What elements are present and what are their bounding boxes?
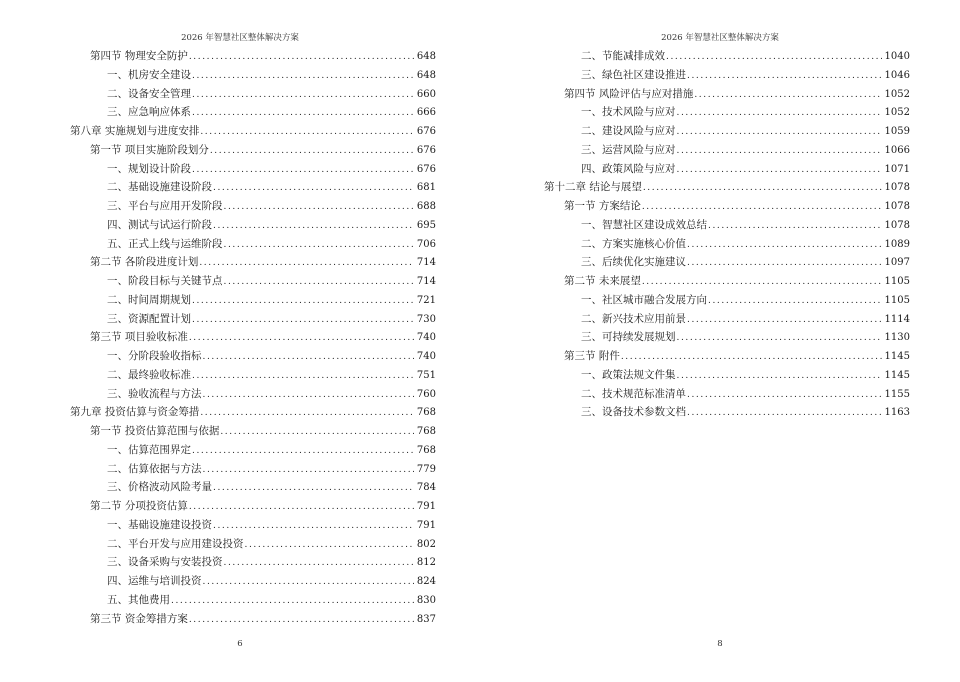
- toc-entry-item[interactable]: [581, 385, 910, 404]
- toc-entry-item[interactable]: [107, 272, 436, 291]
- toc-entry-label: 二、时间周期规划: [107, 293, 191, 306]
- toc-entry-page: 751: [416, 369, 436, 381]
- dot-leader: [199, 254, 414, 273]
- toc-entry-page: 812: [416, 557, 436, 569]
- toc-entry-label: 二、估算依据与方法: [107, 462, 202, 475]
- dot-leader: [677, 329, 882, 348]
- dot-leader: [677, 161, 882, 180]
- toc-entry-item[interactable]: [581, 66, 910, 85]
- toc-entry-page: 1155: [884, 388, 910, 400]
- toc-entry-page: 681: [416, 182, 436, 194]
- toc-entry-page: 714: [416, 257, 436, 269]
- running-header: 2026 年智慧社区整体解决方案: [181, 33, 299, 43]
- page-number: 8: [717, 639, 723, 649]
- dot-leader: [189, 329, 414, 348]
- toc-entry-label: 第三节 资金筹措方案: [90, 612, 188, 625]
- toc-entry-page: 1078: [884, 219, 910, 231]
- toc-entry-page: 837: [416, 613, 436, 625]
- toc-entry-label: 二、最终验收标准: [107, 368, 191, 381]
- toc-entry-item[interactable]: [581, 235, 910, 254]
- toc-entry-page: 1052: [884, 88, 910, 100]
- toc-entry-label: 第八章 实施规划与进度安排: [70, 125, 200, 137]
- toc-entry-label: 第十二章 结论与展望: [544, 181, 642, 194]
- toc-entry-page: 1040: [884, 51, 910, 62]
- toc-entry-page: 1078: [884, 182, 910, 194]
- toc-entry-page: 666: [416, 107, 436, 119]
- toc-entry-page: 824: [416, 576, 436, 587]
- toc-entry-page: 1046: [884, 69, 910, 81]
- dot-leader: [687, 311, 882, 330]
- dot-leader: [203, 348, 414, 367]
- toc-entry-label: 三、资源配置计划: [107, 312, 191, 325]
- toc-entry-label: 五、其他费用: [107, 593, 170, 606]
- toc-entry-item[interactable]: [581, 403, 910, 422]
- toc-entry-label: 二、平台开发与应用建设投资: [107, 537, 244, 550]
- toc-entry-section[interactable]: [564, 85, 910, 104]
- toc-entry-page: 648: [416, 51, 436, 62]
- toc-entry-page: 1105: [884, 276, 910, 287]
- dot-leader: [213, 179, 414, 198]
- toc-entry-item[interactable]: [107, 197, 436, 216]
- toc-entry-item[interactable]: [581, 160, 910, 179]
- toc-entry-page: 714: [416, 276, 436, 287]
- dot-leader: [224, 273, 414, 292]
- toc-entry-page: 760: [416, 388, 436, 400]
- toc-entry-page: 1052: [884, 107, 910, 119]
- toc-entry-page: 791: [416, 501, 436, 512]
- toc-entry-page: 1145: [884, 351, 910, 362]
- toc-entry-label: 三、应急响应体系: [107, 106, 191, 119]
- toc-entry-item[interactable]: [107, 572, 436, 591]
- toc-entry-page: 730: [416, 313, 436, 325]
- dot-leader: [621, 348, 882, 367]
- toc-entry-item[interactable]: [107, 178, 436, 197]
- toc-entry-page: 676: [416, 126, 436, 137]
- dot-leader: [189, 48, 414, 67]
- toc-entry-label: 一、基础设施建设投资: [107, 518, 212, 531]
- toc-entry-chapter[interactable]: [70, 403, 436, 422]
- toc-entry-label: 第四节 风险评估与应对措施: [564, 87, 694, 100]
- toc-entry-page: 1059: [884, 126, 910, 137]
- toc-entry-item[interactable]: [581, 253, 910, 272]
- dot-leader: [708, 217, 882, 236]
- toc-entry-item[interactable]: [581, 47, 910, 66]
- toc-entry-label: 三、绿色社区建设推进: [581, 68, 686, 81]
- toc-entry-item[interactable]: [581, 122, 910, 141]
- toc-entry-item[interactable]: [107, 66, 436, 85]
- toc-entry-item[interactable]: [107, 85, 436, 104]
- dot-leader: [210, 142, 414, 161]
- toc-entry-label: 二、建设风险与应对: [581, 125, 676, 137]
- toc-entry-page: 1097: [884, 257, 910, 269]
- toc-entry-page: 1078: [884, 201, 910, 212]
- toc-entry-item[interactable]: [107, 385, 436, 404]
- toc-entry-label: 四、运维与培训投资: [107, 575, 202, 587]
- toc-entry-section[interactable]: [90, 610, 436, 629]
- dot-leader: [200, 123, 414, 142]
- toc-entry-page: 1163: [884, 407, 910, 419]
- dot-leader: [189, 498, 414, 517]
- toc-entry-label: 第一节 方案结论: [564, 200, 641, 212]
- toc-entry-section[interactable]: [90, 328, 436, 347]
- toc-entry-page: 784: [416, 482, 436, 494]
- toc-entry-label: 第二节 各阶段进度计划: [90, 256, 199, 269]
- dot-leader: [192, 104, 414, 123]
- toc-entry-label: 三、设备采购与安装投资: [107, 556, 223, 569]
- toc-entry-label: 一、政策法规文件集: [581, 368, 676, 381]
- toc-entry-label: 第三节 附件: [564, 350, 620, 362]
- dot-leader: [213, 517, 414, 536]
- dot-leader: [224, 554, 414, 573]
- toc-entry-label: 第二节 分项投资估算: [90, 500, 188, 512]
- dot-leader: [642, 273, 882, 292]
- dot-leader: [708, 292, 882, 311]
- toc-entry-label: 二、节能减排成效: [581, 50, 665, 62]
- toc-entry-page: 1114: [884, 313, 910, 325]
- toc-entry-label: 二、技术规范标准清单: [581, 387, 686, 400]
- dot-leader: [687, 236, 882, 255]
- right-page: [480, 0, 960, 682]
- toc-entry-label: 二、新兴技术应用前景: [581, 312, 686, 325]
- toc-entry-page: 1130: [884, 332, 910, 344]
- toc-entry-label: 三、后续优化实施建议: [581, 256, 686, 269]
- toc-entry-label: 三、设备技术参数文档: [581, 406, 686, 419]
- toc-entry-label: 第一节 项目实施阶段划分: [90, 143, 209, 156]
- toc-entry-page: 791: [416, 519, 436, 531]
- dot-leader: [192, 67, 414, 86]
- dot-leader: [224, 236, 414, 255]
- toc-entry-page: 676: [416, 144, 436, 156]
- toc-entry-section[interactable]: [90, 141, 436, 160]
- toc-entry-page: 740: [416, 332, 436, 344]
- toc-entry-section[interactable]: [90, 422, 436, 441]
- toc-entry-page: 802: [416, 538, 436, 550]
- toc-entry-label: 第一节 投资估算范围与依据: [90, 425, 220, 437]
- toc-entry-section[interactable]: [90, 497, 436, 516]
- toc-entry-label: 三、价格波动风险考量: [107, 481, 212, 494]
- toc-entry-page: 676: [416, 163, 436, 175]
- toc-entry-item[interactable]: [107, 441, 436, 460]
- dot-leader: [694, 86, 881, 105]
- dot-leader: [192, 86, 414, 105]
- dot-leader: [677, 367, 882, 386]
- dot-leader: [687, 404, 882, 423]
- dot-leader: [203, 573, 414, 592]
- toc-entry-item[interactable]: [581, 103, 910, 122]
- toc-entry-label: 二、方案实施核心价值: [581, 237, 686, 250]
- running-header: 2026 年智慧社区整体解决方案: [661, 33, 779, 43]
- toc-entry-label: 三、验收流程与方法: [107, 387, 202, 400]
- dot-leader: [677, 123, 882, 142]
- dot-leader: [192, 311, 414, 330]
- toc-entry-item[interactable]: [581, 291, 910, 310]
- dot-leader: [192, 367, 414, 386]
- toc-entry-item[interactable]: [581, 216, 910, 235]
- toc-entry-item[interactable]: [581, 366, 910, 385]
- dot-leader: [200, 404, 414, 423]
- toc-entry-item[interactable]: [107, 460, 436, 479]
- toc-entry-item[interactable]: [107, 535, 436, 554]
- dot-leader: [245, 536, 414, 555]
- toc-entry-item[interactable]: [107, 516, 436, 535]
- toc-entry-page: 768: [416, 444, 436, 456]
- toc-entry-page: 779: [416, 463, 436, 475]
- page-number: 6: [237, 639, 243, 649]
- toc-entry-page: 706: [416, 238, 436, 250]
- toc-entry-page: 1066: [884, 144, 910, 156]
- toc-entry-label: 一、社区城市融合发展方向: [581, 293, 707, 306]
- toc-entry-label: 一、规划设计阶段: [107, 162, 191, 175]
- toc-entry-page: 1071: [884, 163, 910, 175]
- toc-entry-page: 721: [416, 294, 436, 306]
- toc-entry-item[interactable]: [107, 216, 436, 235]
- toc-entry-item[interactable]: [107, 478, 436, 497]
- toc-entry-label: 三、运营风险与应对: [581, 143, 676, 156]
- toc-entry-item[interactable]: [107, 103, 436, 122]
- dot-leader: [189, 611, 414, 630]
- dot-leader: [192, 442, 414, 461]
- toc-entry-page: 1105: [884, 294, 910, 306]
- dot-leader: [666, 48, 882, 67]
- dot-leader: [687, 254, 882, 273]
- toc-entry-label: 一、估算范围界定: [107, 443, 191, 456]
- dot-leader: [171, 592, 414, 611]
- toc-entry-label: 一、阶段目标与关键节点: [107, 275, 223, 287]
- toc-entry-page: 768: [416, 407, 436, 419]
- toc-entry-page: 688: [416, 201, 436, 212]
- dot-leader: [687, 386, 882, 405]
- toc-entry-label: 四、测试与试运行阶段: [107, 218, 212, 231]
- toc-entry-section[interactable]: [90, 47, 436, 66]
- toc-entry-item[interactable]: [107, 347, 436, 366]
- toc-entry-label: 二、基础设施建设阶段: [107, 181, 212, 194]
- dot-leader: [642, 198, 882, 217]
- toc-entry-page: 830: [416, 594, 436, 606]
- dot-leader: [224, 198, 414, 217]
- toc-entry-page: 660: [416, 88, 436, 100]
- toc-entry-page: 1145: [884, 369, 910, 381]
- toc-entry-item[interactable]: [107, 160, 436, 179]
- toc-entry-label: 第三节 项目验收标准: [90, 331, 188, 344]
- toc-entry-section[interactable]: [564, 272, 910, 291]
- toc-entry-item[interactable]: [581, 328, 910, 347]
- dot-leader: [687, 67, 882, 86]
- toc-entry-item[interactable]: [107, 235, 436, 254]
- dot-leader: [643, 179, 882, 198]
- dot-leader: [220, 423, 414, 442]
- toc-entry-section[interactable]: [564, 197, 910, 216]
- toc-entry-chapter[interactable]: [70, 122, 436, 141]
- toc-entry-chapter[interactable]: [544, 178, 910, 197]
- dot-leader: [203, 386, 414, 405]
- toc-entry-label: 一、机房安全建设: [107, 68, 191, 81]
- dot-leader: [213, 479, 414, 498]
- toc-entry-item[interactable]: [107, 310, 436, 329]
- toc-entry-item[interactable]: [107, 291, 436, 310]
- dot-leader: [192, 161, 414, 180]
- dot-leader: [677, 104, 882, 123]
- toc-entry-item[interactable]: [107, 366, 436, 385]
- toc-entry-page: 1089: [884, 238, 910, 250]
- toc-entry-label: 一、技术风险与应对: [581, 106, 676, 119]
- toc-entry-page: 768: [416, 426, 436, 437]
- toc-entry-item[interactable]: [581, 141, 910, 160]
- toc-entry-label: 三、平台与应用开发阶段: [107, 200, 223, 212]
- toc-entry-label: 第四节 物理安全防护: [90, 50, 188, 62]
- toc-entry-label: 一、智慧社区建设成效总结: [581, 218, 707, 231]
- toc-entry-label: 二、设备安全管理: [107, 87, 191, 100]
- toc-entry-label: 四、政策风险与应对: [581, 162, 676, 175]
- toc-entry-item[interactable]: [107, 591, 436, 610]
- toc-entry-page: 648: [416, 69, 436, 81]
- toc-entry-label: 一、分阶段验收指标: [107, 350, 202, 362]
- toc-entry-page: 740: [416, 351, 436, 362]
- toc-entry-item[interactable]: [581, 310, 910, 329]
- toc-entry-label: 第二节 未来展望: [564, 275, 641, 287]
- dot-leader: [203, 461, 414, 480]
- dot-leader: [677, 142, 882, 161]
- toc-entry-item[interactable]: [107, 553, 436, 572]
- toc-entry-section[interactable]: [564, 347, 910, 366]
- toc-entry-page: 695: [416, 219, 436, 231]
- dot-leader: [213, 217, 414, 236]
- toc-entry-section[interactable]: [90, 253, 436, 272]
- dot-leader: [192, 292, 414, 311]
- toc-entry-label: 第九章 投资估算与资金筹措: [70, 406, 200, 419]
- toc-entry-label: 五、正式上线与运维阶段: [107, 237, 223, 250]
- toc-entry-label: 三、可持续发展规划: [581, 331, 676, 344]
